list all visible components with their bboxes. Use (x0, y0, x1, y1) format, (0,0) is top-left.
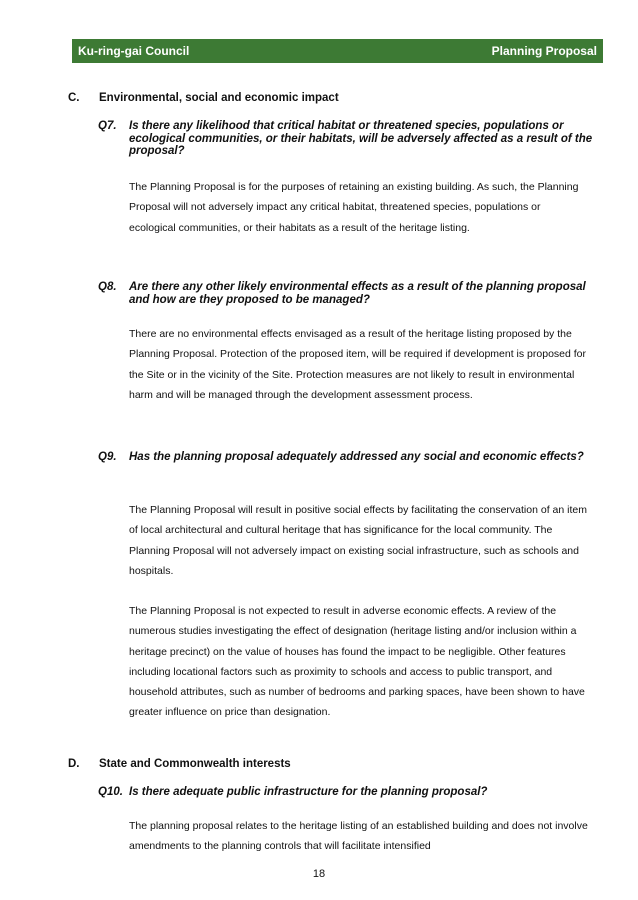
answer-paragraph: There are no environmental effects envisaged as a result of the heritage listing proposed by the Planning Proposal. Protection of the proposed item, will be required if development is proposed for the Site or in the vicinity of the Site. Protection measures are not likely to result in environmental harm and will be managed through the development assessment process. (129, 328, 587, 401)
document-header (72, 39, 603, 63)
section-title: Environmental, social and economic impact (99, 92, 339, 104)
question-text: Has the planning proposal adequately addressed any social and economic effects? (129, 451, 584, 463)
council-name: Ku-ring-gai Council (78, 44, 190, 58)
document-type: Planning Proposal (491, 44, 597, 58)
question-text: Is there any likelihood that critical habitat or threatened species, populations or ecological communities, or their habitats, will be adversely affected as a result of the proposal? (129, 120, 593, 157)
question-number: Q8. (98, 281, 117, 293)
section-heading-c (68, 92, 339, 104)
question-number: Q7. (98, 120, 117, 132)
answer-paragraph: The Planning Proposal is for the purposes of retaining an existing building. As such, the Planning Proposal will not adversely impact any critical habitat, threatened species, populations or ecological communities, or their habitats as a result of the heritage listing. (129, 181, 579, 234)
question-number: Q10. (98, 786, 123, 798)
question-text: Are there any other likely environmental effects as a result of the planning proposal and how are they proposed to be managed? (129, 281, 586, 306)
answer-paragraph: The Planning Proposal is not expected to result in adverse economic effects. A review of the numerous studies investigating the effect of designation (heritage listing and/or inclusion within a heritage precinct) on the value of houses has found the impact to be negligible. Other features including locational factors such as proximity to schools and access to public transport, and household attributes, such as number of bedrooms and parking spaces, have been shown to have greater influence on price than designation. (129, 605, 585, 719)
question-number: Q9. (98, 451, 117, 463)
section-heading-d (68, 758, 291, 770)
question-q9 (98, 451, 593, 464)
page-number: 18 (312, 868, 326, 880)
question-q8 (98, 281, 593, 306)
section-letter: D. (68, 758, 80, 770)
question-q10 (98, 786, 593, 799)
answer-paragraph: The Planning Proposal will result in positive social effects by facilitating the conservation of an item of local architectural and cultural heritage that has significance for the local community. The Planning Proposal will not adversely impact on existing social infrastructure, such as schools and hospitals. (129, 504, 587, 577)
question-q7 (98, 120, 593, 158)
answer-paragraph: The planning proposal relates to the heritage listing of an established building and does not involve amendments to the planning controls that will facilitate intensified (129, 820, 588, 853)
section-title: State and Commonwealth interests (99, 758, 291, 770)
question-text: Is there adequate public infrastructure for the planning proposal? (129, 786, 488, 798)
section-letter: C. (68, 92, 80, 104)
